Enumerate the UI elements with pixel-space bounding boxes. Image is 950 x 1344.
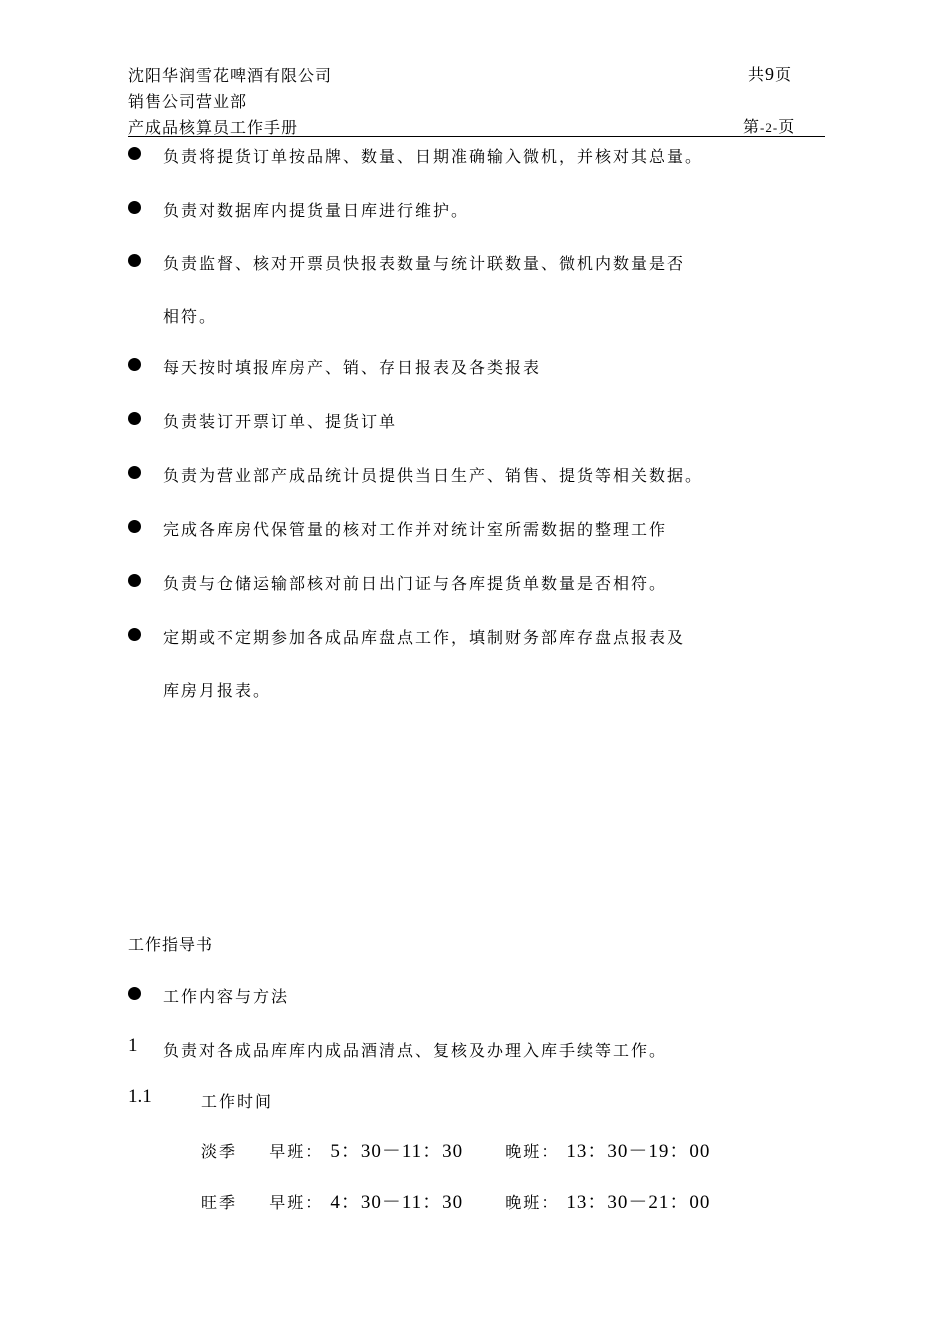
duty-text: 完成各库房代保管量的核对工作并对统计室所需数据的整理工作 [163,520,668,539]
season-label: 旺季 [201,1193,238,1212]
manual-title: 产成品核算员工作手册 [128,118,299,137]
duty-text: 负责将提货订单按品牌、数量、日期准确输入微机，并核对其总量。 [163,147,704,166]
subitem-number: 1.1 [128,1086,152,1107]
page-number: -2- [760,120,779,135]
header-rule [128,136,825,137]
duty-continuation: 相符。 [163,307,218,326]
guide-title: 工作指导书 [128,935,214,954]
total-pages-number: 9 [765,64,776,84]
total-pages [748,62,792,85]
late-shift-time: 13：30－19：00 [566,1141,711,1162]
duty-text: 负责为营业部产成品统计员提供当日生产、销售、提货等相关数据。 [163,466,704,485]
department-name: 销售公司营业部 [128,92,248,111]
early-shift-time: 4：30－11：30 [330,1192,464,1213]
item-number: 1 [128,1035,138,1056]
item-text: 负责对各成品库库内成品酒清点、复核及办理入库手续等工作。 [163,1041,668,1060]
duty-text: 负责监督、核对开票员快报表数量与统计联数量、微机内数量是否 [163,254,686,273]
bullet-icon [128,358,141,371]
bullet-icon [128,147,141,160]
schedule-row: 淡季 早班： 5：30－11：30 晚班： 13：30－19：00 [201,1141,711,1162]
bullet-icon [128,520,141,533]
bullet-icon [128,412,141,425]
early-shift-time: 5：30－11：30 [330,1141,464,1162]
duty-text: 每天按时填报库房产、销、存日报表及各类报表 [163,358,542,377]
season-label: 淡季 [201,1142,238,1161]
bullet-icon [128,574,141,587]
subitem-text: 工作时间 [201,1092,274,1111]
late-shift-label: 晚班 [505,1193,542,1212]
duty-text: 定期或不定期参加各成品库盘点工作，填制财务部库存盘点报表及 [163,628,686,647]
company-name: 沈阳华润雪花啤酒有限公司 [128,66,333,85]
total-suffix: 页 [775,65,793,84]
duty-continuation: 库房月报表。 [163,681,272,700]
early-shift-label: 早班 [269,1142,306,1161]
duty-text: 负责对数据库内提货量日库进行维护。 [163,201,470,220]
page-prefix: 第 [743,117,761,136]
schedule-row: 旺季 早班： 4：30－11：30 晚班： 13：30－21：00 [201,1192,711,1213]
duty-text: 负责装订开票订单、提货订单 [163,412,398,431]
late-shift-label: 晚班 [505,1142,542,1161]
bullet-icon [128,201,141,214]
bullet-icon [128,466,141,479]
page-suffix: 页 [778,117,796,136]
bullet-icon [128,628,141,641]
duty-text: 负责与仓储运输部核对前日出门证与各库提货单数量是否相符。 [163,574,668,593]
bullet-icon [128,987,141,1000]
guide-bullet-text: 工作内容与方法 [163,987,290,1006]
early-shift-label: 早班 [269,1193,306,1212]
bullet-icon [128,254,141,267]
late-shift-time: 13：30－21：00 [566,1192,711,1213]
page-indicator [743,114,795,137]
total-prefix: 共 [748,65,766,84]
